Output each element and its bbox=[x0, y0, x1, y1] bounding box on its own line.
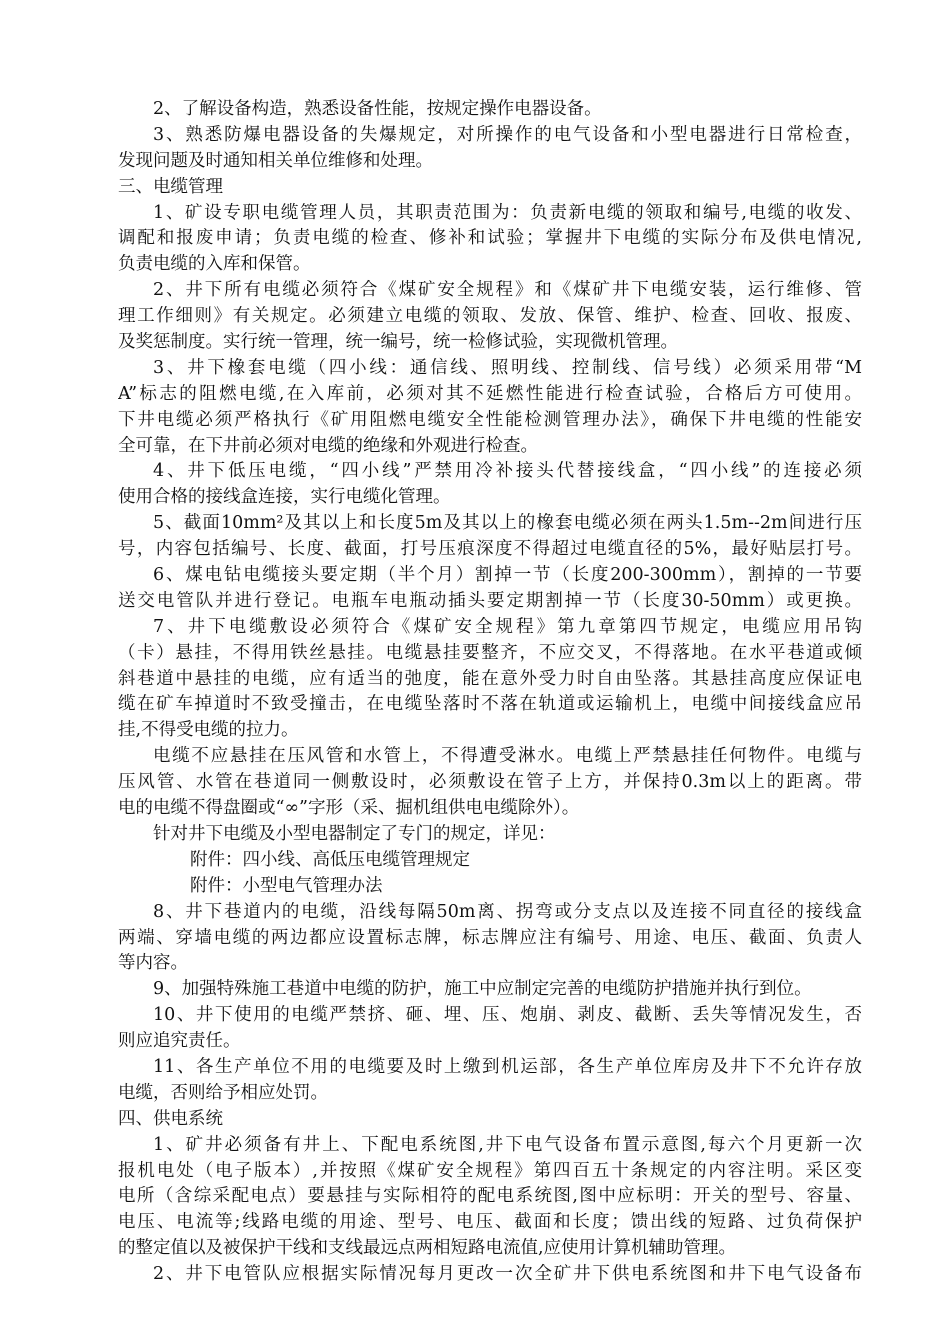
paragraph-line: 及奖惩制度。实行统一管理，统一编号，统一检修试验，实现微机管理。 bbox=[118, 332, 678, 353]
paragraph-line: 2、井下所有电缆必须符合《煤矿安全规程》和《煤矿井下电缆安装，运行维修、管 bbox=[153, 280, 862, 301]
paragraph-line: 电的电缆不得盘圈或“∞”字形（采、掘机组供电电缆除外）。 bbox=[118, 798, 580, 819]
paragraph-line: 全可靠，在下井前必须对电缆的绝缘和外观进行检查。 bbox=[118, 435, 538, 456]
paragraph-line: 两端、穿墙电缆的两边都应设置标志牌，标志牌应注有编号、用途、电压、截面、负责人 bbox=[118, 927, 862, 948]
paragraph-line: 6、煤电钻电缆接头要定期（半个月）割掉一节（长度200-300mm），割掉的一节要 bbox=[153, 565, 862, 586]
paragraph-line: 压风管、水管在巷道同一侧敷设时，必须敷设在管子上方，并保持0.3m以上的距离。带 bbox=[118, 772, 862, 793]
paragraph-line: 挂,不得受电缆的拉力。 bbox=[118, 720, 299, 741]
paragraph-line: 10、井下使用的电缆严禁挤、砸、埋、压、炮崩、剥皮、截断、丢失等情况发生，否 bbox=[153, 1005, 862, 1026]
section-heading: 三、电缆管理 bbox=[118, 176, 223, 197]
paragraph-line: 8、井下巷道内的电缆，沿线每隔50m离、拐弯或分支点以及连接不同直径的接线盒 bbox=[153, 901, 862, 922]
paragraph-line: 电所（含综采配电点）要悬挂与实际相符的配电系统图,图中应标明：开关的型号、容量、 bbox=[118, 1186, 862, 1207]
paragraph-line: 2、了解设备构造，熟悉设备性能，按规定操作电器设备。 bbox=[153, 99, 602, 119]
paragraph-line: 4、井下低压电缆，“四小线”严禁用冷补接头代替接线盒，“四小线”的连接必须 bbox=[153, 461, 862, 482]
paragraph-line: 电缆，否则给予相应处罚。 bbox=[118, 1082, 328, 1103]
section-heading: 四、供电系统 bbox=[118, 1108, 223, 1129]
paragraph-line: 9、加强特殊施工巷道中电缆的防护，施工中应制定完善的电缆防护措施并执行到位。 bbox=[153, 979, 812, 1000]
paragraph-line: 等内容。 bbox=[118, 953, 188, 974]
paragraph-line: 2、井下电管队应根据实际情况每月更改一次全矿井下供电系统图和井下电气设备布 bbox=[153, 1264, 862, 1285]
paragraph-line: 的整定值以及被保护干线和支线最远点两相短路电流值,应使用计算机辅助管理。 bbox=[118, 1238, 737, 1259]
attachment-line: 附件：四小线、高低压电缆管理规定 bbox=[190, 849, 470, 870]
paragraph-line: 3、熟悉防爆电器设备的失爆规定，对所操作的电气设备和小型电器进行日常检查， bbox=[153, 124, 862, 145]
paragraph-line: 5、截面10mm²及其以上和长度5m及其以上的橡套电缆必须在两头1.5m--2m间进行压 bbox=[153, 513, 862, 534]
paragraph-line: 斜巷道中悬挂的电缆，应有适当的弛度，能在意外受力时自由坠落。其悬挂高度应保证电 bbox=[118, 668, 862, 689]
paragraph-line: 理工作细则》有关规定。必须建立电缆的领取、发放、保管、维护、检查、回收、报废、 bbox=[118, 306, 862, 327]
paragraph-line: 则应追究责任。 bbox=[118, 1031, 241, 1052]
paragraph-line: 号，内容包括编号、长度、截面，打号压痕深度不得超过电缆直径的5%，最好贴层打号。 bbox=[118, 539, 862, 560]
paragraph-line: 电压、电流等;线路电缆的用途、型号、电压、截面和长度；馈出线的短路、过负荷保护 bbox=[118, 1212, 862, 1233]
paragraph-line: 下井电缆必须严格执行《矿用阻燃电缆安全性能检测管理办法》，确保下井电缆的性能安 bbox=[118, 409, 862, 430]
paragraph-line: A”标志的阻燃电缆,在入库前，必须对其不延燃性能进行检查试验，合格后方可使用。 bbox=[118, 383, 862, 404]
paragraph-line: 1、矿井必须备有井上、下配电系统图,井下电气设备布置示意图,每六个月更新一次 bbox=[153, 1134, 862, 1155]
paragraph-line: 针对井下电缆及小型电器制定了专门的规定，详见： bbox=[153, 823, 556, 844]
paragraph-line: 使用合格的接线盒连接，实行电缆化管理。 bbox=[118, 487, 451, 508]
paragraph-line: 报机电处（电子版本）,并按照《煤矿安全规程》第四百五十条规定的内容注明。采区变 bbox=[118, 1160, 862, 1181]
paragraph-line: 11、各生产单位不用的电缆要及时上缴到机运部，各生产单位库房及井下不允许存放 bbox=[153, 1056, 862, 1077]
paragraph-line: 1、矿设专职电缆管理人员，其职责范围为：负责新电缆的领取和编号,电缆的收发、 bbox=[153, 202, 862, 223]
paragraph-line: 7、井下电缆敷设必须符合《煤矿安全规程》第九章第四节规定，电缆应用吊钩 bbox=[153, 616, 862, 637]
paragraph-line: 3、井下橡套电缆（四小线：通信线、照明线、控制线、信号线）必须采用带“M bbox=[153, 357, 862, 378]
paragraph-line: 负责电缆的入库和保管。 bbox=[118, 254, 311, 275]
paragraph-line: 缆在矿车掉道时不致受撞击，在电缆坠落时不落在轨道或运输机上，电缆中间接线盒应吊 bbox=[118, 694, 862, 715]
paragraph-line: 电缆不应悬挂在压风管和水管上，不得遭受淋水。电缆上严禁悬挂任何物件。电缆与 bbox=[153, 746, 862, 767]
paragraph-line: 调配和报废申请；负责电缆的检查、修补和试验；掌握井下电缆的实际分布及供电情况, bbox=[118, 228, 862, 249]
paragraph-line: 送交电管队并进行登记。电瓶车电瓶动插头要定期割掉一节（长度30-50mm）或更换。 bbox=[118, 590, 862, 611]
paragraph-line: （卡）悬挂，不得用铁丝悬挂。电缆悬挂要整齐，不应交叉，不得落地。在水平巷道或倾 bbox=[118, 642, 862, 663]
paragraph-line: 发现问题及时通知相关单位维修和处理。 bbox=[118, 150, 433, 171]
attachment-line: 附件：小型电气管理办法 bbox=[190, 875, 383, 896]
